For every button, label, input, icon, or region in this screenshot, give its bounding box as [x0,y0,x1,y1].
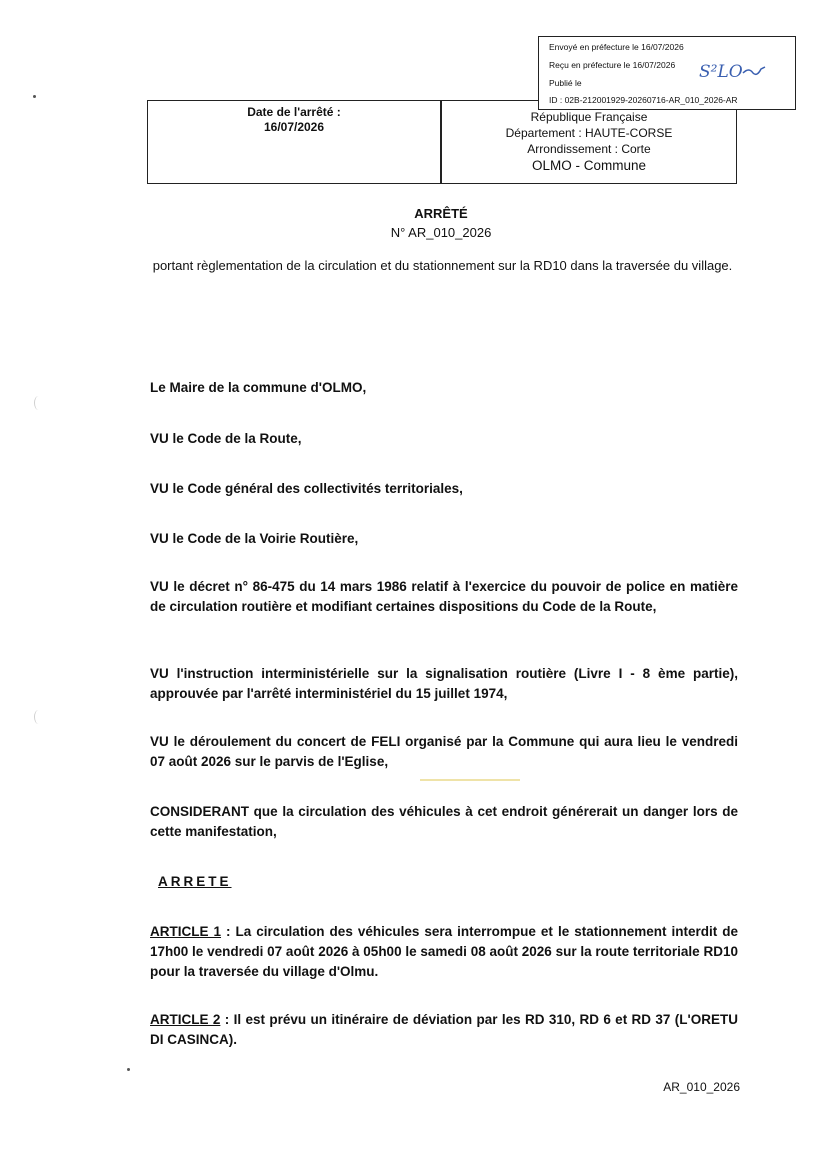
mayor-line: Le Maire de la commune d'OLMO, [150,380,367,395]
title-heading: ARRÊTÉ [414,206,468,221]
scan-dot [33,95,36,98]
considerant-paragraph [150,802,738,842]
vu-code-route: VU le Code de la Route, [150,431,302,446]
stamp-published: Publié le [549,78,582,88]
date-label: Date de l'arrêté : [247,105,341,119]
document-title [147,205,735,241]
article-1-label: ARTICLE 1 [150,924,222,939]
scan-hole-mark [34,396,43,410]
stamp-received: Reçu en préfecture le 16/07/2026 [549,60,676,70]
commune-label: OLMO - Commune [531,158,647,173]
considerant-label: CONSIDERANT [150,804,250,819]
title-number: N° AR_010_2026 [390,225,492,240]
scan-dot [127,1068,130,1071]
vu-decret: VU le décret n° 86-475 du 14 mars 1986 relatif à l'exercice du pouvoir de police en matière de circulation routière et modifiant certaines dispositions du Code de la Route, [150,579,738,614]
header-table [147,100,737,184]
article-1 [150,922,738,982]
stamp-id: ID : 02B-212001929-20260716-AR_010_2026-AR [549,95,738,105]
highlight-mark [420,779,520,781]
stamp-sent: Envoyé en préfecture le 16/07/2026 [549,42,684,52]
article-2 [150,1010,738,1050]
header-admin-cell [442,109,736,174]
article-2-label: ARTICLE 2 [150,1012,221,1027]
svg-text:S²LO: S²LO [699,62,743,82]
arrondissement-label: Arrondissement : Corte [527,142,651,156]
considerant-text: que la circulation des véhicules à cet endroit générerait un danger lors de cette manifestation, [150,804,738,839]
arrete-heading: ARRETE [158,874,232,889]
department-label: Département : HAUTE-CORSE [505,126,673,140]
article-2-text: : Il est prévu un itinéraire de déviation par les RD 310, RD 6 et RD 37 (L'ORETU DI CASINCA). [150,1012,738,1047]
date-value: 16/07/2026 [263,120,325,134]
title-object: portant règlementation de la circulation et du stationnement sur la RD10 dans la traversée du village. [152,258,733,273]
republic-label: République Française [530,110,648,124]
vu-cgct: VU le Code général des collectivités territoriales, [150,481,463,496]
scan-hole-mark [34,710,43,724]
prefecture-stamp [538,36,796,110]
vu-voirie: VU le Code de la Voirie Routière, [150,531,359,546]
vu-concert: VU le déroulement du concert de FELI organisé par la Commune qui aura lieu le vendredi 07 août 2026 sur le parvis de l'Eglise, [150,734,738,769]
vu-instruction: VU l'instruction interministérielle sur la signalisation routière (Livre I - 8 ème partie), approuvée par l'arrêté interministériel du 15 juillet 1974, [150,666,738,701]
header-date-cell [148,105,440,135]
footer-reference: AR_010_2026 [663,1080,740,1094]
article-1-text: : La circulation des véhicules sera interrompue et le stationnement interdit de 17h00 le vendredi 07 août 2026 à 05h00 le samedi 08 août 2026 sur la route territoriale RD10 pour la traversée du village d'Olmu. [150,924,738,979]
s2lo-signature-logo [697,59,767,83]
